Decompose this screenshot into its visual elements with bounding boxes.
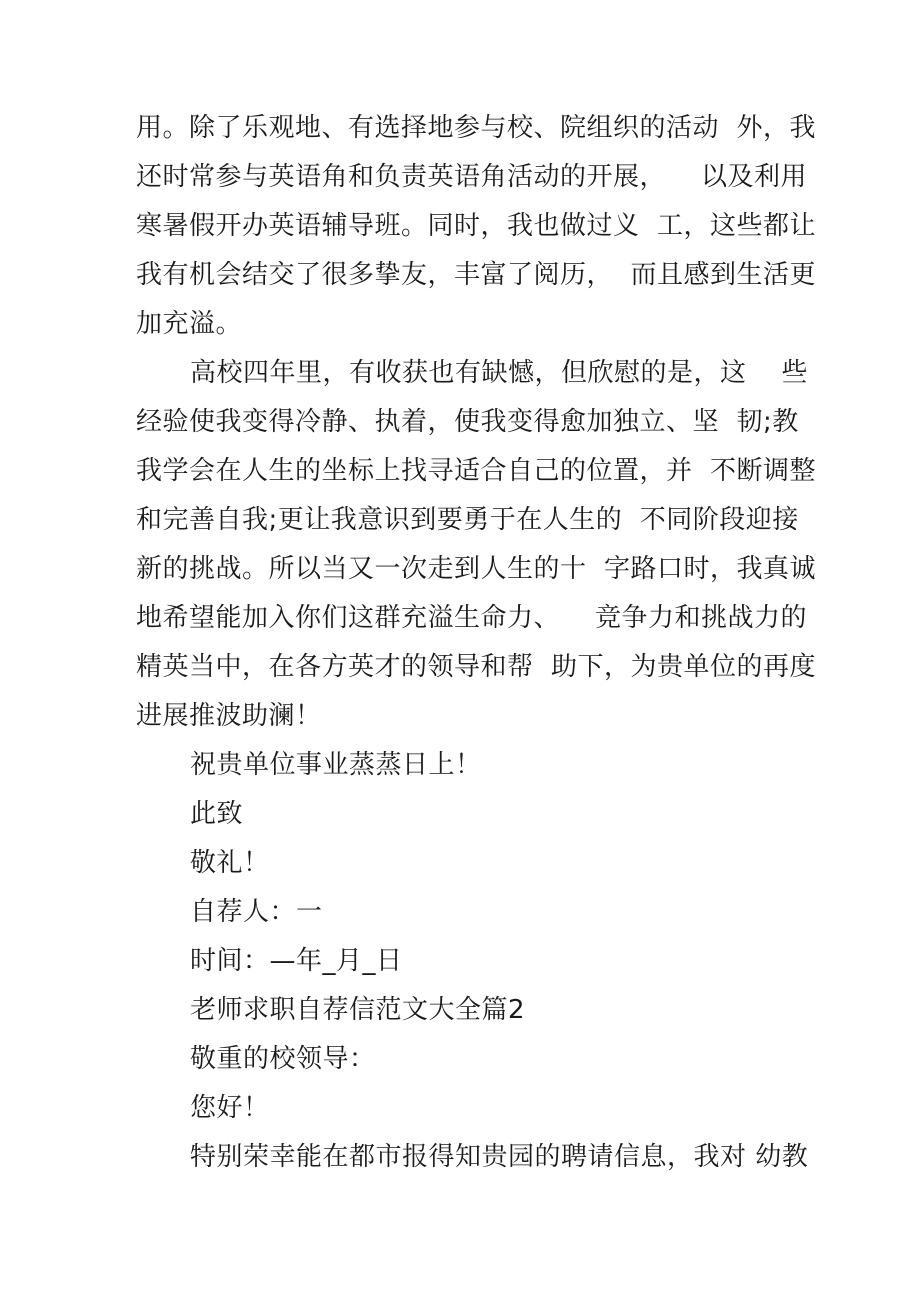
paragraph-2-line-5: 新的挑战。所以当又一次走到人生的十 字路口时，我真诚 [136, 554, 817, 584]
paragraph-2-line-1: 高校四年里，有收获也有缺憾，但欣慰的是，这 些 [190, 358, 809, 388]
paragraph-2-line-4: 和完善自我;更让我意识到要勇于在人生的 不同阶段迎接 [136, 505, 799, 535]
paragraph-2-line-3: 我学会在人生的坐标上找寻适合自己的位置，并 不断调整 [136, 456, 817, 486]
closing-salutation-1: 此致 [190, 799, 244, 829]
paragraph-2-line-7: 精英当中，在各方英才的领导和帮 助下，为贵单位的再度 [136, 652, 817, 682]
paragraph-2-line-6: 地希望能加入你们这群充溢生命力、 竞争力和挑战力的 [136, 603, 808, 633]
paragraph-1-line-4: 我有机会结交了很多挚友，丰富了阅历， 而且感到生活更 [136, 260, 817, 290]
paragraph-1-line-5: 加充溢。 [136, 309, 243, 339]
paragraph-1-line-1: 用。除了乐观地、有选择地参与校、院组织的活动 外，我 [136, 113, 817, 143]
paragraph-2-line-2: 经验使我变得冷静、执着，使我变得愈加独立、坚 韧;教 [136, 407, 799, 437]
paragraph-1-line-3: 寒暑假开办英语辅导班。同时，我也做过义 工，这些都让 [136, 211, 817, 241]
closing-date: 时间：—年_月_日 [190, 946, 403, 976]
section-2-first-line: 特别荣幸能在都市报得知贵园的聘请信息，我对 幼教 [190, 1142, 809, 1172]
closing-signer: 自荐人：一 [190, 897, 323, 927]
closing-salutation-2: 敬礼！ [190, 848, 270, 878]
section-2-greeting: 敬重的校领导： [190, 1044, 376, 1074]
paragraph-1-line-2: 还时常参与英语角和负责英语角活动的开展， 以及利用 [136, 162, 808, 192]
paragraph-2-line-8: 进展推波助澜！ [136, 701, 322, 731]
section-2-hello: 您好！ [190, 1093, 270, 1123]
closing-wish: 祝贵单位事业蒸蒸日上！ [190, 750, 482, 780]
section-2-title: 老师求职自荐信范文大全篇2 [190, 995, 526, 1025]
